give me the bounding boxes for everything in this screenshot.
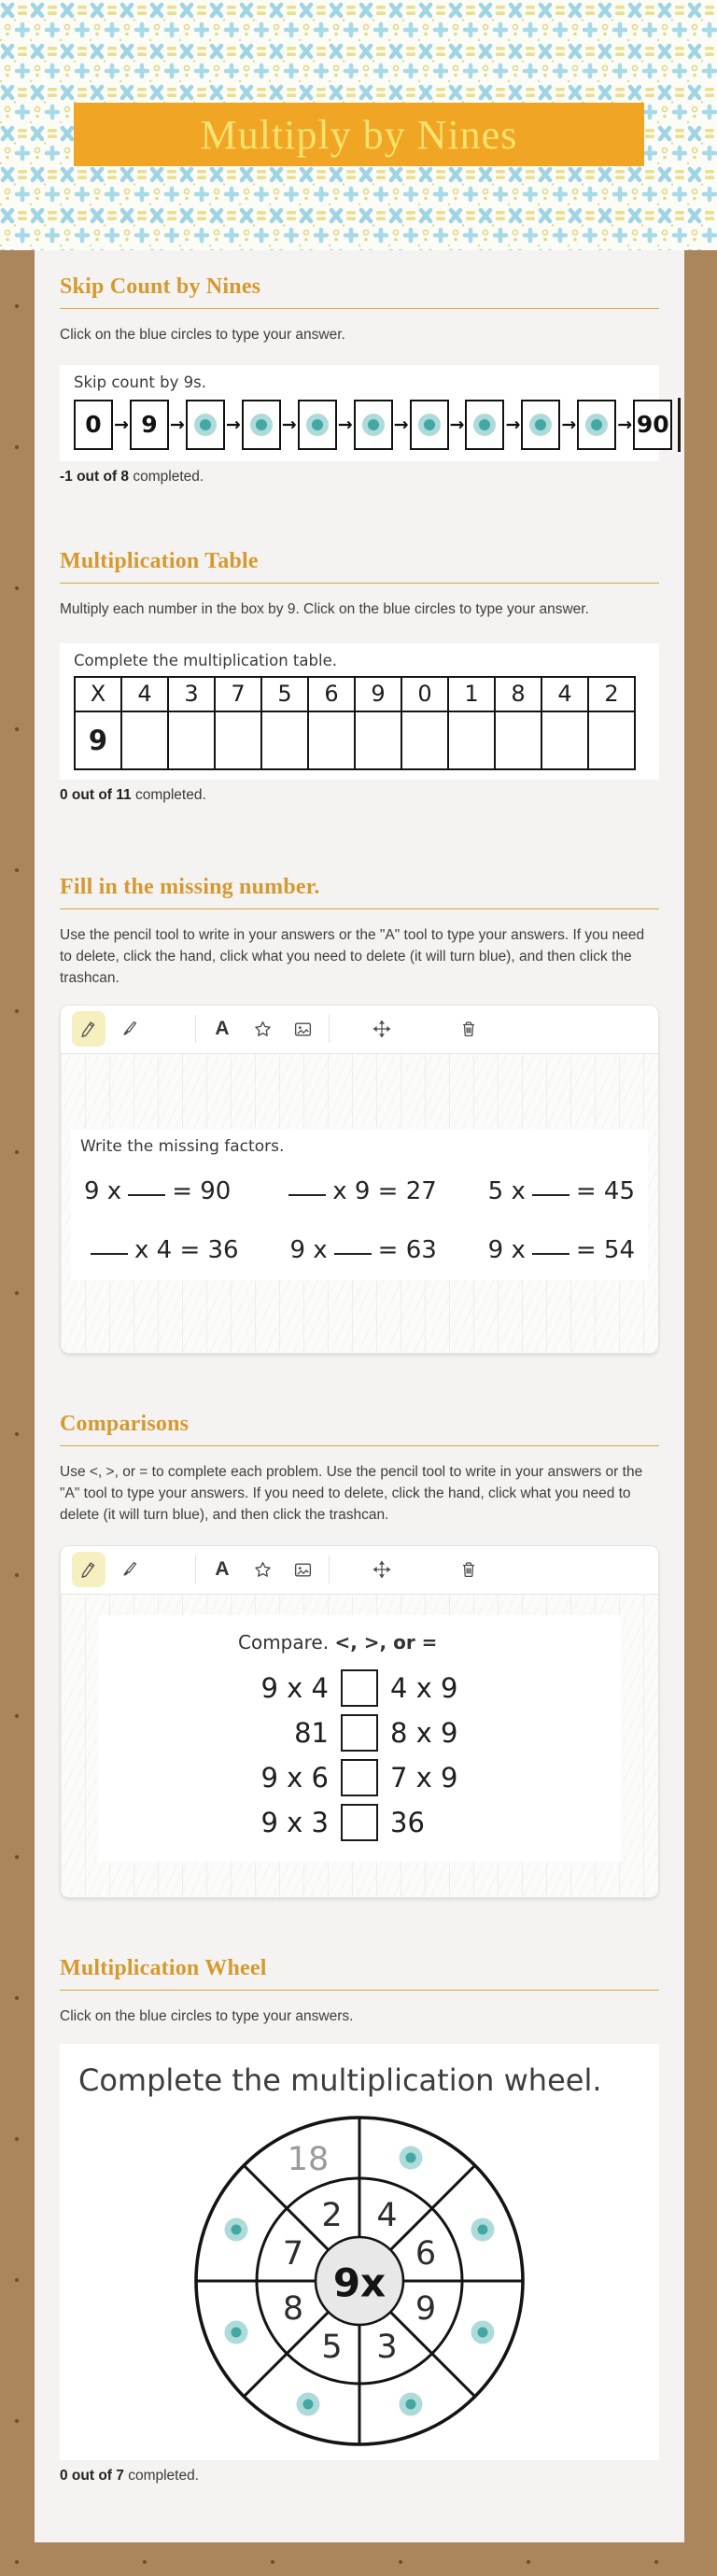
comparison-answer-box bbox=[341, 1804, 378, 1841]
wheel-factor: 3 bbox=[376, 2329, 398, 2367]
wheel-wrap bbox=[78, 2104, 640, 2458]
wheel-title: Complete the multiplication wheel. bbox=[78, 2062, 602, 2099]
text-tool-button[interactable] bbox=[205, 1552, 239, 1587]
page-title: Multiply by Nines bbox=[200, 111, 518, 158]
arrow-icon: → bbox=[505, 414, 521, 435]
compare-prompt-text: Compare. bbox=[238, 1630, 330, 1654]
problem bbox=[488, 1177, 635, 1205]
skip-value: 90 bbox=[636, 411, 669, 439]
trash-icon bbox=[459, 1560, 478, 1579]
wheel-factor: 2 bbox=[321, 2197, 343, 2235]
problem-right: x 4 = 36 bbox=[134, 1235, 239, 1264]
table-header-cell: 3 bbox=[168, 677, 215, 711]
comparison-answer-box bbox=[341, 1669, 378, 1707]
heading-rule bbox=[60, 908, 659, 909]
star-tool-button[interactable] bbox=[246, 1011, 279, 1047]
move-arrows-icon bbox=[373, 1560, 391, 1579]
arrow-icon: → bbox=[393, 414, 409, 435]
skip-box-static bbox=[74, 400, 113, 450]
section-heading-comparisons: Comparisons bbox=[60, 1411, 190, 1436]
table-answer-cell[interactable] bbox=[401, 711, 448, 769]
wheel-answer-dot[interactable] bbox=[225, 2321, 248, 2344]
skip-value: 0 bbox=[85, 411, 102, 439]
worksheet-card bbox=[35, 250, 684, 2542]
fill-in-prompt: Write the missing factors. bbox=[80, 1136, 285, 1156]
problem-left: 5 x bbox=[487, 1176, 526, 1205]
brush-tool-button[interactable] bbox=[112, 1011, 146, 1047]
problem-right: = 90 bbox=[172, 1176, 232, 1205]
answer-blank bbox=[128, 1191, 165, 1196]
answer-dot[interactable] bbox=[473, 414, 496, 436]
problem-row bbox=[80, 1236, 639, 1264]
color-wheel-icon bbox=[160, 1560, 178, 1579]
answer-blank bbox=[91, 1250, 128, 1255]
toolbar-separator bbox=[329, 1555, 330, 1584]
image-icon bbox=[293, 1560, 313, 1580]
drawing-toolbar bbox=[61, 1006, 658, 1054]
comparison-row bbox=[229, 1759, 490, 1796]
completion-count: -1 out of 8 bbox=[60, 468, 130, 485]
section-heading-fill-in: Fill in the missing number. bbox=[60, 874, 320, 899]
answer-dot[interactable] bbox=[529, 414, 552, 436]
skip-box-answer[interactable] bbox=[354, 400, 393, 450]
comparison-left: 9 x 4 bbox=[260, 1671, 329, 1704]
color-wheel-button[interactable] bbox=[152, 1552, 186, 1587]
text-tool-icon: A bbox=[215, 1558, 230, 1580]
arrow-icon: → bbox=[281, 414, 297, 435]
drawing-canvas[interactable] bbox=[61, 1595, 658, 1897]
skip-box-answer[interactable] bbox=[298, 400, 337, 450]
brush-tool-button[interactable] bbox=[112, 1552, 146, 1587]
wheel-factor: 6 bbox=[415, 2235, 437, 2273]
table-answer-row bbox=[75, 711, 635, 769]
answer-dot[interactable] bbox=[306, 414, 329, 436]
answer-dot[interactable] bbox=[418, 414, 441, 436]
trash-tool-button[interactable] bbox=[452, 1552, 485, 1587]
drawing-canvas[interactable] bbox=[61, 1054, 658, 1353]
completion-status bbox=[60, 2468, 659, 2485]
brush-icon bbox=[120, 1560, 138, 1579]
table-header-cell: 4 bbox=[121, 677, 168, 711]
arrow-icon: → bbox=[337, 414, 353, 435]
instruction-text: Use the pencil tool to write in your answers or the "A" tool to type your answers. If you need to delete, click the hand, click what you need to delete (it will turn blue), and then click the trashcan. bbox=[60, 926, 645, 986]
skip-box-answer[interactable] bbox=[577, 400, 616, 450]
comparison-row bbox=[229, 1669, 490, 1707]
toolbar-separator bbox=[195, 1015, 196, 1043]
comparison-left: 9 x 3 bbox=[260, 1806, 329, 1838]
instruction-text: Multiply each number in the box by 9. Click on the blue circles to type your answer. bbox=[60, 600, 589, 617]
image-tool-button[interactable] bbox=[286, 1552, 319, 1587]
table-header-cell: 4 bbox=[541, 677, 588, 711]
move-tool-button[interactable] bbox=[365, 1011, 399, 1047]
instruction-text: Click on the blue circles to type your answer. bbox=[60, 327, 345, 343]
move-tool-button[interactable] bbox=[365, 1552, 399, 1587]
wheel-answer-dot[interactable] bbox=[400, 2393, 423, 2416]
wheel-factor: 5 bbox=[321, 2329, 343, 2367]
skip-box-answer[interactable] bbox=[186, 400, 225, 450]
table-answer-cell[interactable] bbox=[588, 711, 635, 769]
answer-dot[interactable] bbox=[194, 414, 217, 436]
text-tool-button[interactable] bbox=[205, 1011, 239, 1047]
instruction-text: Click on the blue circles to type your answers. bbox=[60, 2007, 354, 2024]
wheel-factor: 9 bbox=[415, 2290, 437, 2329]
table-answer-cell[interactable] bbox=[495, 711, 541, 769]
skip-value: 9 bbox=[141, 411, 158, 439]
skip-box-answer[interactable] bbox=[521, 400, 560, 450]
section-comparisons bbox=[60, 1412, 659, 1898]
table-header-cell: 6 bbox=[308, 677, 355, 711]
move-arrows-icon bbox=[373, 1020, 391, 1038]
compare-prompt-symbols: <, >, or = bbox=[334, 1630, 438, 1654]
skip-count-label: Skip count by 9s. bbox=[74, 373, 206, 391]
image-icon bbox=[293, 1020, 313, 1039]
completion-rest: completed. bbox=[123, 2468, 200, 2485]
problem-left: 9 x bbox=[487, 1235, 526, 1264]
pencil-icon bbox=[79, 1560, 98, 1579]
section-heading-skip-count: Skip Count by Nines bbox=[60, 274, 261, 299]
arrow-icon: → bbox=[169, 414, 185, 435]
problem bbox=[84, 1236, 239, 1264]
drawing-panel-comparisons bbox=[60, 1545, 659, 1898]
table-header-cell: 9 bbox=[355, 677, 401, 711]
star-icon bbox=[253, 1020, 273, 1039]
brush-icon bbox=[120, 1020, 138, 1038]
wheel-factor: 4 bbox=[376, 2197, 398, 2235]
arrow-icon: → bbox=[225, 414, 241, 435]
completion-count: 0 out of 7 bbox=[60, 2468, 124, 2485]
pencil-icon bbox=[79, 1020, 98, 1038]
comparison-right: 36 bbox=[390, 1806, 425, 1838]
section-skip-count bbox=[60, 250, 669, 486]
fill-in-worksheet-image bbox=[71, 1129, 648, 1280]
table-answer-cell[interactable] bbox=[355, 711, 401, 769]
problem-right: = 63 bbox=[377, 1235, 437, 1264]
problem-left: 9 x bbox=[84, 1176, 122, 1205]
mult-table-label: Complete the multiplication table. bbox=[74, 651, 337, 669]
multiplication-table bbox=[74, 676, 636, 770]
table-header-cell: 0 bbox=[401, 677, 448, 711]
pencil-tool-button[interactable] bbox=[72, 1552, 105, 1587]
comparison-row bbox=[229, 1804, 490, 1841]
toolbar-separator bbox=[329, 1015, 330, 1043]
drawing-panel-fill-in bbox=[60, 1005, 659, 1354]
table-answer-cell[interactable] bbox=[261, 711, 308, 769]
problem bbox=[488, 1236, 635, 1264]
completion-status bbox=[60, 469, 659, 486]
arrow-icon: → bbox=[561, 414, 577, 435]
completion-rest: completed. bbox=[131, 786, 206, 803]
drawing-toolbar bbox=[61, 1546, 658, 1595]
answer-dot[interactable] bbox=[585, 414, 608, 436]
image-tool-button[interactable] bbox=[286, 1011, 319, 1047]
heading-rule bbox=[60, 308, 659, 309]
wheel-answer-dot[interactable] bbox=[400, 2147, 423, 2170]
trash-icon bbox=[459, 1020, 478, 1038]
image-edge-line bbox=[678, 398, 681, 452]
multiplication-wheel bbox=[182, 2104, 537, 2458]
answer-blank bbox=[288, 1191, 326, 1196]
star-tool-button[interactable] bbox=[246, 1552, 279, 1587]
problem-left: 9 x bbox=[289, 1235, 328, 1264]
table-header-cell: X bbox=[75, 677, 121, 711]
skip-box-static bbox=[633, 400, 672, 450]
skip-box-answer[interactable] bbox=[410, 400, 449, 450]
skip-box-answer[interactable] bbox=[242, 400, 281, 450]
section-mult-table bbox=[60, 549, 659, 804]
answer-dot[interactable] bbox=[250, 414, 273, 436]
wheel-factor: 7 bbox=[282, 2235, 304, 2273]
comparison-left: 9 x 6 bbox=[260, 1761, 329, 1794]
problem bbox=[289, 1236, 436, 1264]
arrow-icon: → bbox=[617, 414, 633, 435]
wheel-worksheet-panel bbox=[60, 2044, 659, 2460]
table-header-row bbox=[75, 677, 635, 711]
heading-rule bbox=[60, 1445, 659, 1446]
table-row-label: 9 bbox=[75, 711, 121, 769]
table-answer-cell[interactable] bbox=[168, 711, 215, 769]
table-answer-cell[interactable] bbox=[448, 711, 495, 769]
wheel-answer-dot[interactable] bbox=[471, 2321, 495, 2344]
color-wheel-icon bbox=[160, 1020, 178, 1038]
trash-tool-button[interactable] bbox=[452, 1011, 485, 1047]
arrow-icon: → bbox=[449, 414, 465, 435]
skip-box-answer[interactable] bbox=[465, 400, 504, 450]
answer-blank bbox=[532, 1191, 569, 1196]
comparison-answer-box bbox=[341, 1759, 378, 1796]
skip-count-worksheet-panel bbox=[60, 365, 669, 461]
star-icon bbox=[253, 1560, 273, 1580]
wheel-factor: 8 bbox=[282, 2290, 304, 2329]
problem-right: = 45 bbox=[575, 1176, 635, 1205]
table-header-cell: 7 bbox=[215, 677, 261, 711]
worksheet-title-banner bbox=[74, 103, 644, 166]
heading-rule bbox=[60, 1990, 659, 1991]
comparison-right: 7 x 9 bbox=[390, 1761, 458, 1794]
arrow-icon: → bbox=[114, 414, 129, 435]
wheel-answer-dot[interactable] bbox=[297, 2393, 320, 2416]
text-tool-icon: A bbox=[215, 1018, 230, 1040]
completion-status bbox=[60, 787, 659, 804]
answer-blank bbox=[334, 1250, 372, 1255]
table-answer-cell[interactable] bbox=[121, 711, 168, 769]
answer-dot[interactable] bbox=[362, 414, 385, 436]
wheel-answered-value: 18 bbox=[287, 2141, 330, 2179]
section-fill-in bbox=[60, 875, 659, 1354]
answer-blank bbox=[532, 1250, 569, 1255]
section-heading-mult-table: Multiplication Table bbox=[60, 548, 259, 573]
wheel-center-label: 9x bbox=[332, 2259, 387, 2306]
comparisons-worksheet-image bbox=[98, 1615, 621, 1862]
heading-rule bbox=[60, 583, 659, 584]
wheel-answer-dot[interactable] bbox=[225, 2218, 248, 2242]
comparison-answer-box bbox=[341, 1714, 378, 1752]
comparison-right: 8 x 9 bbox=[390, 1716, 458, 1749]
wheel-answer-dot[interactable] bbox=[471, 2218, 495, 2242]
problem bbox=[282, 1177, 437, 1205]
table-header-cell: 1 bbox=[448, 677, 495, 711]
completion-count: 0 out of 11 bbox=[60, 786, 132, 803]
problem-right: = 54 bbox=[575, 1235, 635, 1264]
compare-prompt bbox=[238, 1631, 621, 1654]
mult-table-worksheet-panel bbox=[60, 643, 659, 780]
table-answer-cell[interactable] bbox=[541, 711, 588, 769]
problem-row bbox=[80, 1177, 639, 1205]
table-header-cell: 5 bbox=[261, 677, 308, 711]
skip-count-row bbox=[74, 398, 669, 452]
toolbar-separator bbox=[195, 1555, 196, 1584]
pencil-tool-button[interactable] bbox=[72, 1011, 105, 1047]
table-answer-cell[interactable] bbox=[308, 711, 355, 769]
section-heading-wheel: Multiplication Wheel bbox=[60, 1955, 267, 1980]
section-wheel bbox=[60, 1956, 659, 2485]
comparison-right: 4 x 9 bbox=[390, 1671, 458, 1704]
comparison-rows bbox=[98, 1669, 621, 1841]
problem bbox=[84, 1177, 231, 1205]
comparison-left: 81 bbox=[294, 1716, 329, 1749]
comparison-row bbox=[229, 1714, 490, 1752]
table-header-cell: 2 bbox=[588, 677, 635, 711]
skip-box-static bbox=[130, 400, 169, 450]
problem-right: x 9 = 27 bbox=[332, 1176, 437, 1205]
color-wheel-button[interactable] bbox=[152, 1011, 186, 1047]
completion-rest: completed. bbox=[129, 468, 204, 485]
instruction-text: Use <, >, or = to complete each problem. Use the pencil tool to write in your answers or the "A" tool to type your answers. If you need to delete, click the hand, click what you need to delete (it will turn blue), and then click the trashcan. bbox=[60, 1463, 643, 1523]
table-header-cell: 8 bbox=[495, 677, 541, 711]
table-answer-cell[interactable] bbox=[215, 711, 261, 769]
